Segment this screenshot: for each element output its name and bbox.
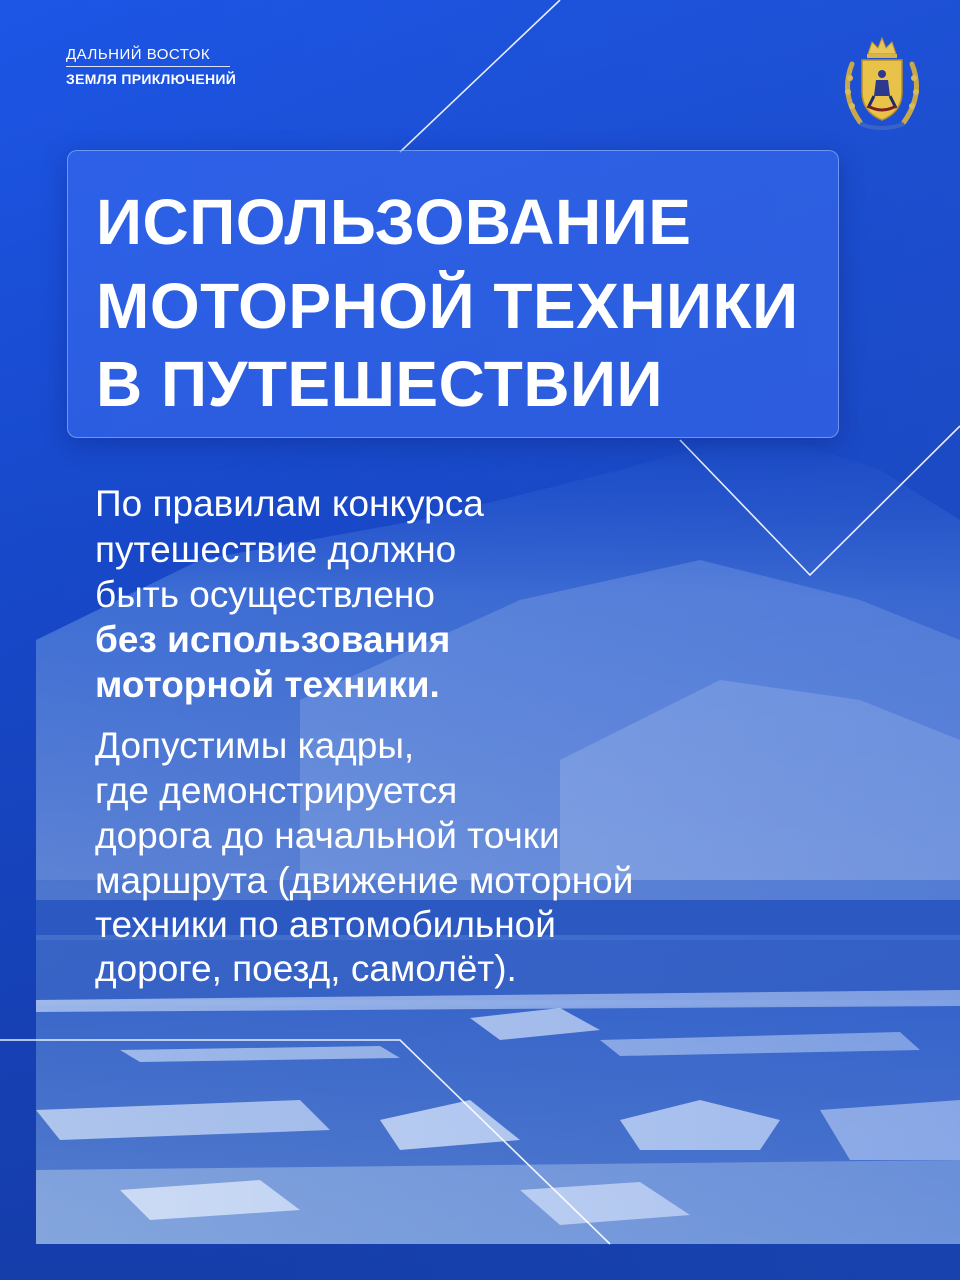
- title-panel: [67, 150, 839, 438]
- brand-logo: [66, 46, 236, 88]
- brand-line-1: ДАЛЬНИЙ ВОСТОК: [66, 46, 211, 63]
- paragraph-2-line-5: техники по автомобильной: [95, 904, 556, 945]
- brand-line-2: ЗЕМЛЯ ПРИКЛЮЧЕНИЙ: [66, 71, 237, 87]
- title-line-2: МОТОРНОЙ ТЕХНИКИ: [96, 270, 799, 342]
- paragraph-1-bold-line-2: моторной техники.: [95, 664, 440, 705]
- title-line-1: ИСПОЛЬЗОВАНИЕ: [96, 186, 692, 258]
- paragraph-2-line-2: где демонстрируется: [95, 770, 458, 811]
- coat-of-arms-icon: [838, 34, 926, 134]
- paragraph-2-line-6: дороге, поезд, самолёт).: [95, 948, 517, 989]
- paragraph-1-line-1: По правилам конкурса: [95, 483, 484, 524]
- paragraph-2-line-4: маршрута (движение моторной: [95, 860, 634, 901]
- brand-divider: [66, 66, 230, 67]
- title-line-3: В ПУТЕШЕСТВИИ: [96, 348, 664, 420]
- paragraph-2-line-3: дорога до начальной точки: [95, 815, 560, 856]
- paragraph-1-line-2: путешествие должно: [95, 529, 457, 570]
- paragraph-2-line-1: Допустимы кадры,: [95, 725, 415, 766]
- paragraph-1-line-3: быть осуществлено: [95, 574, 435, 615]
- paragraph-1-bold-line-1: без использования: [95, 619, 451, 660]
